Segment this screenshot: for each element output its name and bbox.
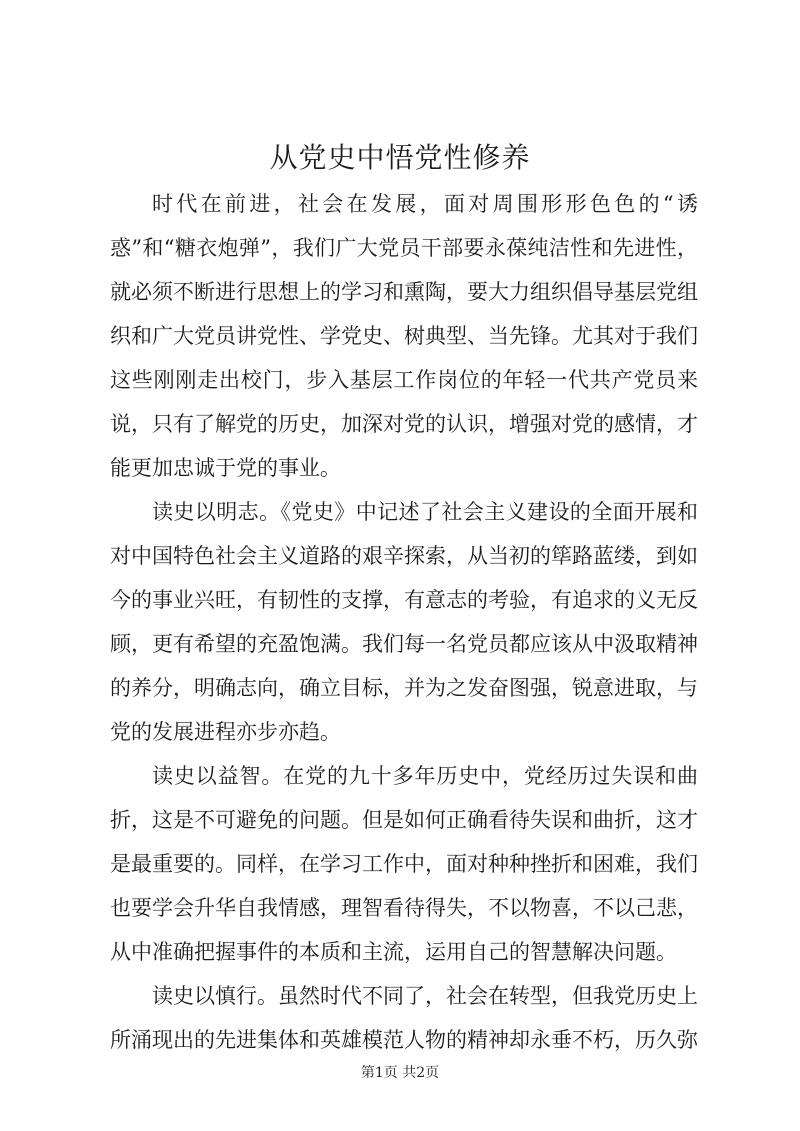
page-footer: 第1页 共2页 xyxy=(360,1065,440,1081)
paragraph-mingzhi: 读史以明志。《党史》中记述了社会主义建设的全面开展和对中国特色社会主义道路的艰辛探索，从当初的筚路蓝缕，到如今的事业兴旺，有韧性的支撑，有意志的考验，有追求的义无反顾，更有希望的充盈饱满。我们每一名党员都应该从中汲取精神的养分，明确志向，确立目标，并为之发奋图强，锐意进取，与党的发展进程亦步亦趋。 xyxy=(110,500,698,744)
paragraph-yizhi: 读史以益智。在党的九十多年历史中，党经历过失误和曲折，这是不可避免的问题。但是如何正确看待失误和曲折，这才是最重要的。同样，在学习工作中，面对种种挫折和困难，我们也要学会升华自我情感，理智看待得失，不以物喜，不以己悲，从中准确把握事件的本质和主流，运用自己的智慧解决问题。 xyxy=(110,764,698,964)
paragraph-intro: 时代在前进，社会在发展，面对周围形形色色的“诱惑”和“糖衣炮弹”，我们广大党员干部要永葆纯洁性和先进性，就必须不断进行思想上的学习和熏陶，要大力组织倡导基层党组织和广大党员讲党性、学党史、树典型、当先锋。尤其对于我们这些刚刚走出校门，步入基层工作岗位的年轻一代共产党员来说，只有了解党的历史，加深对党的认识，增强对党的感情，才能更加忠诚于党的事业。 xyxy=(110,192,698,480)
document-body xyxy=(110,182,698,1062)
document-title: 从党史中悟党性修养 xyxy=(269,141,531,174)
paragraph-shenxing: 读史以慎行。虽然时代不同了，社会在转型，但我党历史上所涌现出的先进集体和英雄模范人物的精神却永垂不朽，历久弥 xyxy=(110,984,698,1052)
